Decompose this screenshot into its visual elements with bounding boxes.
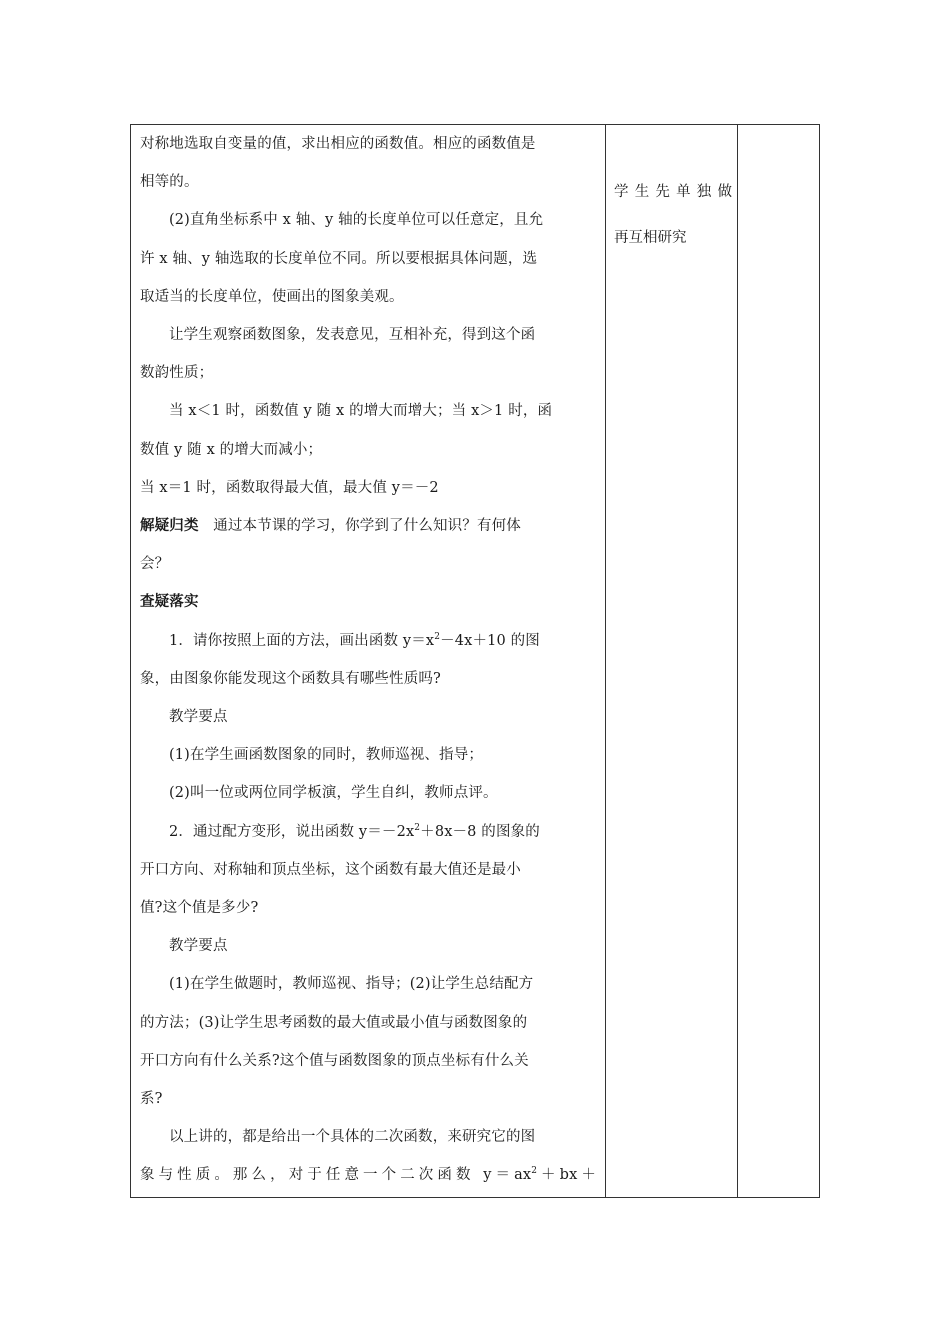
- text-fragment: －4x＋10 的图: [440, 632, 540, 649]
- text-line: 的方法；(3)让学生思考函数的最大值或最小值与函数图象的: [140, 1014, 528, 1031]
- superscript: 2: [414, 822, 421, 833]
- text-line: 象，由图象你能发现这个函数具有哪些性质吗?: [140, 670, 441, 687]
- text-line: 系?: [140, 1091, 163, 1108]
- text-line: [140, 1156, 596, 1194]
- text-line: 当 x＝1 时，函数取得最大值，最大值 y＝－2: [140, 479, 439, 496]
- text-line: 开口方向有什么关系?这个值与函数图象的顶点坐标有什么关: [140, 1052, 529, 1069]
- text-fragment: ＋8x－8 的图象的: [420, 823, 540, 840]
- text-line: 以上讲的，都是给出一个具体的二次函数，来研究它的图: [169, 1129, 536, 1146]
- text-line: 许 x 轴、y 轴选取的长度单位不同。所以要根据具体问题，选: [140, 250, 538, 267]
- text-line: [140, 813, 596, 851]
- text-line: (1)在学生画函数图象的同时，教师巡视、指导；: [169, 747, 483, 764]
- text-line: 当 x＜1 时，函数值 y 随 x 的增大而增大；当 x＞1 时，函: [169, 403, 553, 420]
- text-fragment: ＋bx＋: [537, 1167, 596, 1184]
- text-line: 值?这个值是多少?: [140, 900, 259, 917]
- text-line: 对称地选取自变量的值，求出相应的函数值。相应的函数值是: [140, 136, 536, 152]
- student-activity: [614, 169, 732, 261]
- text-fragment: 通过本节课的学习，你学到了什么知识？有何体: [198, 518, 521, 535]
- text-fragment: 2．通过配方变形，说出函数 y＝－2x: [169, 823, 415, 840]
- text-line: (2)叫一位或两位同学板演，学生自纠，教师点评。: [169, 785, 498, 802]
- text-line: 学生先单独做: [614, 184, 732, 200]
- text-line: [140, 507, 596, 545]
- text-line: 数韵性质；: [140, 365, 214, 382]
- section-heading-jieyi: 解疑归类: [140, 518, 199, 535]
- superscript: 2: [434, 631, 441, 642]
- lesson-table: [130, 124, 820, 1198]
- text-line: 取适当的长度单位，使画出的图象美观。: [140, 288, 404, 305]
- teaching-content: [140, 125, 596, 1195]
- text-line: [140, 622, 596, 660]
- text-line: 教学要点: [169, 938, 228, 955]
- text-line: 让学生观察函数图象，发表意见，互相补充，得到这个函: [169, 327, 536, 344]
- text-line: 数值 y 随 x 的增大而减小；: [140, 441, 323, 458]
- text-line: 开口方向、对称轴和顶点坐标，这个函数有最大值还是最小: [140, 861, 521, 878]
- text-line: 教学要点: [169, 709, 228, 726]
- section-heading-chayi: 查疑落实: [140, 594, 199, 611]
- text-line: (2)直角坐标系中 x 轴、y 轴的长度单位可以任意定，且允: [169, 212, 544, 229]
- student-activity-column: [606, 125, 738, 1197]
- text-fragment: 1．请你按照上面的方法，画出函数 y＝x: [169, 632, 435, 649]
- teaching-content-column: [131, 125, 606, 1197]
- text-fragment: 象与性质。那么，对于任意一个二次函数 y＝ax: [140, 1167, 532, 1184]
- text-line: 再互相研究: [614, 230, 687, 246]
- notes-column: [738, 125, 819, 1197]
- superscript: 2: [531, 1166, 538, 1177]
- text-line: 相等的。: [140, 174, 199, 191]
- text-line: 会？: [140, 556, 170, 573]
- text-line: (1)在学生做题时，教师巡视、指导；(2)让学生总结配方: [169, 976, 534, 993]
